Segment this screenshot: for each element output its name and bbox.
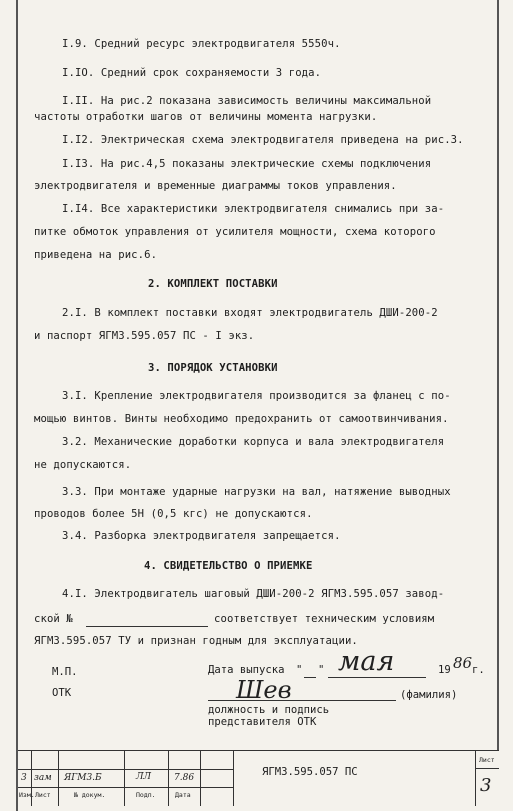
year-handwritten: 86 (453, 654, 473, 672)
item-1-11-cont: частоты отработки шагов от величины момента нагрузки. (34, 111, 378, 123)
col-date-label: Дата (175, 791, 191, 799)
month-handwritten: мая (338, 646, 395, 677)
frame-right-border (497, 0, 499, 750)
item-1-13-cont: электродвигателя и временные диаграммы токов управления. (34, 180, 397, 192)
date-quote-close: " (318, 664, 325, 676)
caption-otk-representative: представителя ОТК (208, 716, 317, 728)
title-block (18, 750, 499, 806)
item-2-1-cont: и паспорт ЯГМ3.595.057 ПС - I экз. (34, 330, 255, 342)
otk-signature: Шев (236, 676, 292, 704)
col-list-label: Лист (35, 791, 51, 799)
item-4-1-serial-label: ской № (34, 613, 73, 625)
item-4-1: 4.I. Электродвигатель шаговый ДШИ-200-2 ЯГМ3.595.057 завод- (62, 588, 445, 600)
section-4-heading: 4. СВИДЕТЕЛЬСТВО О ПРИЕМКЕ (144, 560, 313, 572)
otk-label: ОТК (52, 687, 72, 699)
item-4-1-cont2: ЯГМ3.595.057 ТУ и признан годным для эксплуатации. (34, 635, 358, 647)
item-2-1: 2.I. В комплект поставки входят электродвигатель ДШИ-200-2 (62, 307, 438, 319)
item-1-12: I.I2. Электрическая схема электродвигателя приведена на рис.3. (62, 134, 464, 146)
col-izm-label: Изм. (19, 791, 35, 799)
sheet-number: 3 (480, 775, 492, 796)
item-3-1: 3.I. Крепление электродвигателя производится за фланец с по- (62, 390, 451, 402)
item-3-2-cont: не допускаются. (34, 459, 132, 471)
frame-left-border (16, 0, 18, 811)
item-1-11: I.II. На рис.2 показана зависимость величины максимальной (62, 95, 432, 107)
item-1-14: I.I4. Все характеристики электродвигателя снимались при за- (62, 203, 445, 215)
rev-list-value: зам (34, 773, 52, 783)
rev-signature-value: ЛЛ (136, 772, 152, 782)
stamp-place-label: М.П. (52, 666, 78, 678)
day-blank (304, 677, 316, 678)
item-4-1-cont: соответствует техническим условиям (214, 613, 435, 625)
section-2-heading: 2. КОМПЛЕКТ ПОСТАВКИ (148, 278, 278, 290)
item-3-3-cont: проводов более 5Н (0,5 кгс) не допускаются. (34, 508, 313, 520)
serial-number-blank (86, 626, 208, 627)
document-code: ЯГМ3.595.057 ПС (262, 766, 358, 778)
item-1-13: I.I3. На рис.4,5 показаны электрические схемы подключения (62, 158, 432, 170)
sheet-label: Лист (479, 756, 495, 764)
item-3-4: 3.4. Разборка электродвигателя запрещается. (62, 530, 341, 542)
year-prefix: 19 (438, 664, 451, 676)
release-date-label: Дата выпуска (208, 664, 285, 676)
surname-label: (фамилия) (400, 689, 458, 701)
col-sign-label: Подп. (136, 791, 156, 799)
rev-date-value: 7.86 (174, 773, 195, 783)
rev-izm-value: 3 (21, 773, 27, 783)
month-blank (328, 677, 426, 678)
item-1-14-cont2: приведена на рис.6. (34, 249, 158, 261)
item-3-2: 3.2. Механические доработки корпуса и вала электродвигателя (62, 436, 445, 448)
item-1-14-cont1: питке обмоток управления от усилителя мощности, схема которого (34, 226, 436, 238)
item-1-9: I.9. Средний ресурс электродвигателя 5550ч. (62, 38, 341, 50)
item-1-10: I.IO. Средний срок сохраняемости 3 года. (62, 67, 322, 79)
col-docnum-label: № докум. (74, 791, 106, 799)
item-3-1-cont: мощью винтов. Винты необходимо предохранить от самоотвинчивания. (34, 413, 449, 425)
item-3-3: 3.3. При монтаже ударные нагрузки на вал, натяжение выводных (62, 486, 451, 498)
caption-position-signature: должность и подпись (208, 704, 330, 716)
year-suffix: г. (472, 664, 485, 676)
date-quote-open: " (296, 664, 303, 676)
rev-docnum-value: ЯГМ3.Б (64, 773, 102, 783)
section-3-heading: 3. ПОРЯДОК УСТАНОВКИ (148, 362, 278, 374)
